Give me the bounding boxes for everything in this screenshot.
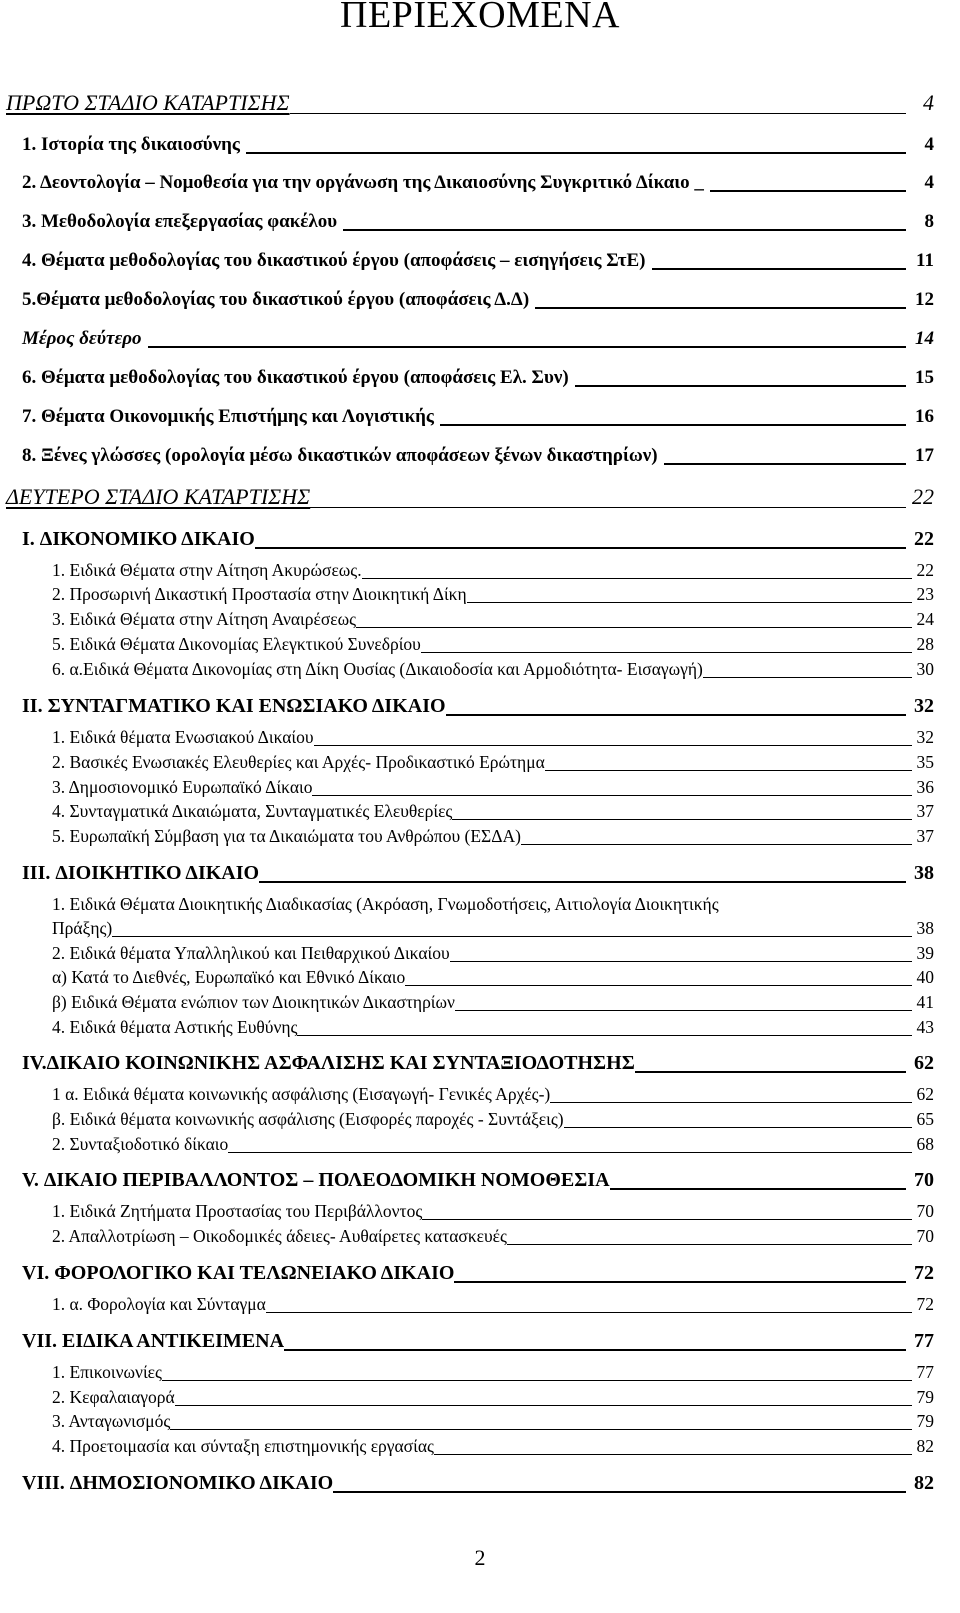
toc-entry-page: 72: [914, 1262, 934, 1284]
toc-entry[interactable]: [22, 328, 934, 350]
toc-entry[interactable]: [52, 1134, 934, 1155]
toc-entry[interactable]: [52, 1411, 934, 1432]
toc-entry-page: 37: [916, 801, 934, 821]
toc-entry[interactable]: [52, 777, 934, 798]
toc-entry[interactable]: [22, 695, 934, 718]
toc-entry-label: 1. Ιστορία της δικαιοσύνης: [22, 134, 240, 155]
toc-entry-page: 38: [916, 918, 934, 938]
toc-entry-page: 22: [916, 560, 934, 580]
toc-leader-line: [450, 961, 912, 962]
toc-entry[interactable]: [52, 1387, 934, 1408]
toc-entry-label: 1. Ειδικά Θέματα στην Αίτηση Ακυρώσεως.: [52, 560, 362, 580]
toc-entry-page: 30: [916, 659, 934, 679]
toc-entry-label: ΠΡΩΤΟ ΣΤΑΔΙΟ ΚΑΤΑΡΤΙΣΗΣ: [6, 90, 290, 115]
toc-entry-label: 4. Προετοιμασία και σύνταξη επιστημονικής εργασίας: [52, 1436, 434, 1456]
toc-entry-page: 43: [916, 1017, 934, 1037]
toc-leader-line: [446, 714, 906, 716]
toc-entry[interactable]: [22, 172, 934, 194]
toc-entry-page: 22: [912, 484, 934, 509]
toc-leader-line: [610, 1188, 906, 1190]
toc-leader-line: [312, 795, 912, 796]
toc-entry-label: V. ΔΙΚΑΙΟ ΠΕΡΙΒΑΛΛΟΝΤΟΣ – ΠΟΛΕΟΔΟΜΙΚΗ ΝΟΜΟΘΕΣΙΑ: [22, 1169, 610, 1191]
toc-entry-label: β) Ειδικά Θέματα ενώπιον των Διοικητικών Δικαστηρίων: [52, 992, 455, 1012]
toc-entry[interactable]: [52, 943, 934, 964]
toc-entry[interactable]: [6, 484, 934, 510]
toc-entry[interactable]: [22, 1330, 934, 1353]
toc-entry[interactable]: [52, 992, 934, 1013]
toc-entry-label: IV.ΔΙΚΑΙΟ ΚΟΙΝΩΝΙΚΗΣ ΑΣΦΑΛΙΣΗΣ ΚΑΙ ΣΥΝΤΑΞΙΟΔΟΤΗΣΗΣ: [22, 1052, 635, 1074]
toc-entry[interactable]: [52, 752, 934, 773]
toc-entry-label: 6. α.Ειδικά Θέματα Δικονομίας στη Δίκη Ουσίας (Δικαιοδοσία και Αρμοδιότητα- Εισαγωγή): [52, 659, 703, 679]
toc-entry-page: 4: [924, 134, 934, 155]
toc-entry[interactable]: [22, 406, 934, 428]
toc-entry[interactable]: [22, 211, 934, 233]
toc-entry[interactable]: [52, 727, 934, 748]
toc-leader-line: [455, 1010, 912, 1011]
toc-entry-page: 41: [916, 992, 934, 1012]
toc-entry-page: 22: [914, 528, 934, 550]
toc-entry-page: 38: [914, 862, 934, 884]
toc-entry-label: 3. Μεθοδολογία επεξεργασίας φακέλου: [22, 211, 338, 232]
toc-leader-line: [284, 1349, 906, 1351]
toc-entry-page: 70: [916, 1226, 934, 1246]
toc-entry-page: 68: [916, 1134, 934, 1154]
toc-entry-label: Μέρος δεύτερο: [22, 328, 142, 349]
toc-entry[interactable]: [22, 1169, 934, 1192]
toc-entry-label: VII. ΕΙΔΙΚΑ ΑΝΤΙΚΕΙΜΕΝΑ: [22, 1330, 285, 1352]
toc-leader-line: [148, 346, 906, 348]
toc-entry[interactable]: [22, 250, 934, 272]
toc-entry[interactable]: [22, 862, 934, 885]
toc-entry-page: 11: [916, 250, 934, 271]
toc-entry-page: 65: [916, 1109, 934, 1129]
toc-entry[interactable]: [22, 445, 934, 467]
toc-entry[interactable]: [52, 918, 934, 939]
page-title: ΠΕΡΙΕΧΟΜΕΝΑ: [340, 0, 620, 36]
toc-entry-page: 39: [916, 943, 934, 963]
toc-entry-page: 82: [916, 1436, 934, 1456]
toc-entry-label: VI. ΦΟΡΟΛΟΓΙΚΟ ΚΑΙ ΤΕΛΩΝΕΙΑΚΟ ΔΙΚΑΙΟ: [22, 1262, 455, 1284]
toc-entry[interactable]: [52, 634, 934, 655]
toc-leader-line: [434, 1454, 912, 1455]
toc-entry-label: ΔΕΥΤΕΡΟ ΣΤΑΔΙΟ ΚΑΤΑΡΤΙΣΗΣ: [6, 484, 311, 509]
toc-entry[interactable]: [52, 1201, 934, 1222]
toc-leader-line: [228, 1152, 912, 1153]
toc-leader-line: [467, 602, 912, 603]
toc-entry[interactable]: [52, 967, 934, 988]
toc-entry-label: β. Ειδικά θέματα κοινωνικής ασφάλισης (Εισφορές παροχές - Συντάξεις): [52, 1109, 564, 1129]
toc-entry-label: 3. Ανταγωνισμός: [52, 1411, 171, 1431]
toc-leader-line: [550, 1102, 912, 1103]
toc-leader-line: [310, 507, 906, 508]
toc-entry[interactable]: [52, 1084, 934, 1105]
toc-entry-page: 28: [916, 634, 934, 654]
toc-entry[interactable]: [52, 1362, 934, 1383]
toc-leader-line: [507, 1244, 912, 1245]
toc-entry-label: 5.Θέματα μεθοδολογίας του δικαστικού έργου (αποφάσεις Δ.Δ): [22, 289, 530, 310]
toc-entry-label: 5. Ευρωπαϊκή Σύμβαση για τα Δικαιώματα του Ανθρώπου (ΕΣΔΑ): [52, 826, 521, 846]
toc-entry-page: 15: [915, 367, 934, 388]
toc-entry[interactable]: [52, 659, 934, 680]
toc-entry-page: 8: [924, 211, 934, 232]
toc-entry[interactable]: [22, 289, 934, 311]
toc-entry[interactable]: [52, 801, 934, 822]
toc-leader-line: [175, 1405, 912, 1406]
toc-entry[interactable]: [22, 367, 934, 389]
toc-entry-label: 2. Δεοντολογία – Νομοθεσία για την οργάνωση της Δικαιοσύνης Συγκριτικό Δίκαιο _: [22, 172, 704, 193]
toc-entry-label: 1. Επικοινωνίες: [52, 1362, 162, 1382]
toc-leader-line: [162, 1380, 912, 1381]
toc-entry[interactable]: [52, 1226, 934, 1247]
toc-entry-page: 40: [916, 967, 934, 987]
toc-entry[interactable]: [52, 1436, 934, 1457]
toc-leader-line: [314, 745, 912, 746]
toc-leader-line: [255, 547, 906, 549]
toc-entry-page: 12: [915, 289, 934, 310]
toc-entry[interactable]: [22, 528, 934, 551]
toc-entry-label: 4. Θέματα μεθοδολογίας του δικαστικού έργου (αποφάσεις – εισηγήσεις ΣτΕ): [22, 250, 646, 271]
toc-leader-line: [703, 677, 912, 678]
toc-entry-label: 2. Προσωρινή Δικαστική Προστασία στην Διοικητική Δίκη: [52, 584, 467, 604]
toc-entry-label: 1 α. Ειδικά θέματα κοινωνικής ασφάλισης (Εισαγωγή- Γενικές Αρχές-): [52, 1084, 551, 1104]
toc-entry[interactable]: [52, 560, 934, 581]
toc-entry-label: 6. Θέματα μεθοδολογίας του δικαστικού έργου (αποφάσεις Ελ. Συν): [22, 367, 569, 388]
toc-entry-label: VIII. ΔΗΜΟΣΙΟΝΟΜΙΚΟ ΔΙΚΑΙΟ: [22, 1472, 334, 1494]
toc-entry[interactable]: [22, 1472, 934, 1495]
toc-leader-line: [112, 936, 912, 937]
toc-entry-page: 32: [914, 695, 934, 717]
toc-entry-label: I. ΔΙΚΟΝΟΜΙΚΟ ΔΙΚΑΙΟ: [22, 528, 255, 550]
toc-entry-page: 77: [914, 1330, 934, 1352]
toc-entry[interactable]: [52, 1109, 934, 1130]
toc-entry-page: 37: [916, 826, 934, 846]
toc-entry-page: 62: [914, 1052, 934, 1074]
toc-leader-line: [454, 1281, 906, 1283]
toc-leader-line: [652, 268, 907, 270]
toc-entry-label: 2. Ειδικά θέματα Υπαλληλικού και Πειθαρχικού Δικαίου: [52, 943, 450, 963]
toc-leader-line: [333, 1491, 906, 1493]
toc-entry-label: 2. Συνταξιοδοτικό δίκαιο: [52, 1134, 229, 1154]
toc-entry-label: 3. Ειδικά Θέματα στην Αίτηση Αναιρέσεως: [52, 609, 357, 629]
toc-entry-page: 70: [916, 1201, 934, 1221]
toc-entry-page: 4: [924, 172, 934, 193]
toc-entry-label: 4. Συνταγματικά Δικαιώματα, Συνταγματικές Ελευθερίες: [52, 801, 453, 821]
toc-leader-line: [710, 190, 906, 192]
toc-entry-page: 62: [916, 1084, 934, 1104]
toc-leader-line: [440, 424, 906, 426]
toc-entry-page: 36: [916, 777, 934, 797]
toc-entry-label: 7. Θέματα Οικονομικής Επιστήμης και Λογιστικής: [22, 406, 434, 427]
toc-entry-page: 82: [914, 1472, 934, 1494]
toc-entry-label: 5. Ειδικά Θέματα Δικονομίας Ελεγκτικού Συνεδρίου: [52, 634, 421, 654]
toc-leader-line: [521, 844, 912, 845]
toc-leader-line: [343, 229, 906, 231]
toc-leader-line: [297, 1035, 912, 1036]
toc-entry[interactable]: [22, 1052, 934, 1075]
toc-entry-page: 77: [916, 1362, 934, 1382]
toc-entry-page: 79: [916, 1411, 934, 1431]
toc-entry-label: 8. Ξένες γλώσσες (ορολογία μέσω δικαστικών αποφάσεων ξένων δικαστηρίων): [22, 445, 658, 466]
toc-entry-label: 3. Δημοσιονομικό Ευρωπαϊκό Δίκαιο: [52, 777, 313, 797]
toc-leader-line: [421, 652, 912, 653]
toc-entry-label: 1. α. Φορολογία και Σύνταγμα: [52, 1294, 266, 1314]
toc-entry-label: III. ΔΙΟΙΚΗΤΙΚΟ ΔΙΚΑΙΟ: [22, 862, 260, 884]
toc-leader-line: [422, 1219, 912, 1220]
toc-entry-label: 1. Ειδικά θέματα Ενωσιακού Δικαίου: [52, 727, 314, 747]
toc-leader-line: [635, 1071, 906, 1073]
toc-entry-label: 2. Βασικές Ενωσιακές Ελευθερίες και Αρχές- Προδικαστικό Ερώτημα: [52, 752, 545, 772]
toc-entry[interactable]: [6, 90, 934, 116]
toc-entry-page: 24: [916, 609, 934, 629]
toc-entry-label: 1. Ειδικά Θέματα Διοικητικής Διαδικασίας (Ακρόαση, Γνωμοδοτήσεις, Αιτιολογία Διοικητικής: [52, 894, 719, 914]
toc-entry-label: Πράξης): [52, 918, 113, 938]
toc-leader-line: [535, 307, 906, 309]
toc-entry[interactable]: [52, 1017, 934, 1038]
toc-entry-page: 14: [915, 328, 934, 349]
toc-leader-line: [564, 1127, 912, 1128]
toc-leader-line: [259, 881, 906, 883]
toc-entry-page: 72: [916, 1294, 934, 1314]
toc-entry-page: 17: [915, 445, 934, 466]
toc-leader-line: [575, 385, 906, 387]
toc-leader-line: [356, 627, 912, 628]
toc-leader-line: [545, 770, 912, 771]
toc-leader-line: [405, 985, 912, 986]
toc-entry-label: 1. Ειδικά Ζητήματα Προστασίας του Περιβάλλοντος: [52, 1201, 423, 1221]
toc-entry[interactable]: [52, 1294, 934, 1315]
toc-leader-line: [362, 578, 912, 579]
toc-entry-label: α) Κατά το Διεθνές, Ευρωπαϊκό και Εθνικό Δίκαιο: [52, 967, 406, 987]
toc-entry-label: 4. Ειδικά θέματα Αστικής Ευθύνης: [52, 1017, 298, 1037]
toc-entry-label: 2. Κεφαλαιαγορά: [52, 1387, 175, 1407]
toc-entry-page: 70: [914, 1169, 934, 1191]
toc-leader-line: [266, 1312, 912, 1313]
toc-leader-line: [290, 113, 906, 114]
toc-entry-page: 32: [916, 727, 934, 747]
toc-leader-line: [664, 463, 906, 465]
toc-entry[interactable]: [22, 134, 934, 156]
toc-entry[interactable]: [22, 1262, 934, 1285]
toc-entry[interactable]: [52, 609, 934, 630]
toc-leader-line: [170, 1429, 912, 1430]
toc-entry-page: 16: [915, 406, 934, 427]
toc-entry[interactable]: [52, 826, 934, 847]
toc-entry-page: 79: [916, 1387, 934, 1407]
toc-leader-line: [246, 152, 906, 154]
page-number: 2: [474, 1545, 486, 1570]
toc-entry[interactable]: [52, 584, 934, 605]
toc-leader-line: [452, 819, 912, 820]
toc-entry-label: II. ΣΥΝΤΑΓΜΑΤΙΚΟ ΚΑΙ ΕΝΩΣΙΑΚΟ ΔΙΚΑΙΟ: [22, 695, 446, 717]
toc-entry-label: 2. Απαλλοτρίωση – Οικοδομικές άδειες- Αυθαίρετες κατασκευές: [52, 1226, 507, 1246]
toc-entry-page: 4: [923, 90, 934, 115]
toc-entry-page: 35: [916, 752, 934, 772]
toc-entry-page: 23: [916, 584, 934, 604]
